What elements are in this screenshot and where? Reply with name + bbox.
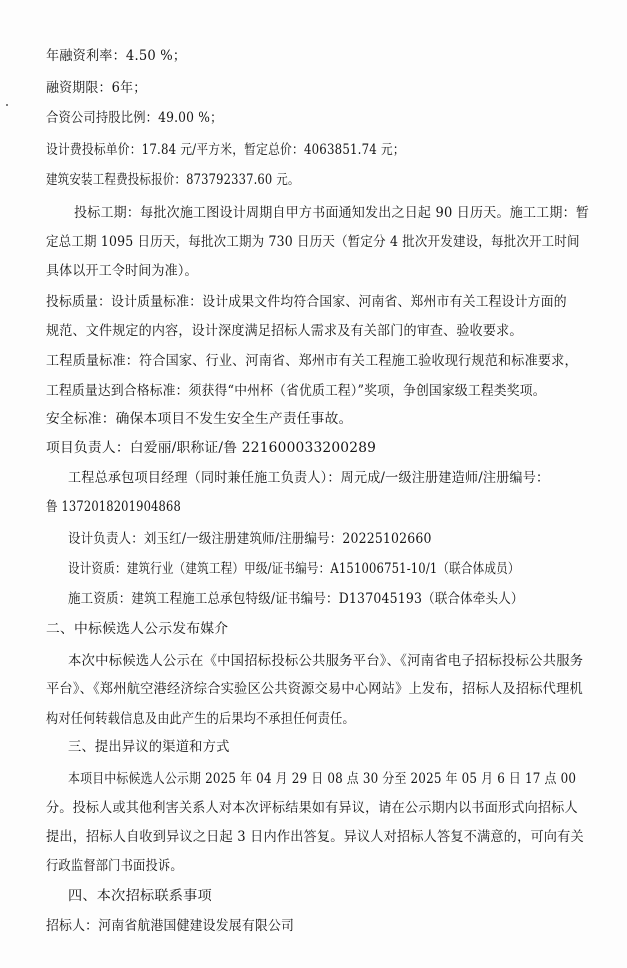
section-heading-2: 二、中标候选人公示发布媒介 [46, 621, 229, 637]
section-heading-4: 四、本次招标联系事项 [68, 888, 212, 904]
line-media-2: 平台》、《郑州航空港经济综合实验区公共资源交易中心网站》上发布，招标人及招标代理机 [46, 681, 583, 697]
line-objection-1: 本项目中标候选人公示期 2025 年 04 月 29 日 08 点 30 分至 2025 年 05 月 6 日 17 点 00 [68, 771, 577, 787]
line-financing-term: 融资期限：6年； [46, 80, 147, 96]
line-tenderer: 招标人：河南省航港国健建设发展有限公司 [46, 918, 295, 934]
line-construction-fee: 建筑安装工程费投标报价：873792337.60 元。 [46, 172, 300, 188]
line-financing-rate: 年融资利率：4.50 %； [46, 48, 187, 64]
line-quality-1: 投标质量：设计质量标准：设计成果文件均符合国家、河南省、郑州市有关工程设计方面的 [46, 294, 567, 310]
line-period-3: 具体以开工令时间为准）。 [46, 263, 198, 279]
line-period-2: 定总工期 1095 日历天，每批次工期为 730 日历天（暂定分 4 批次开发建设，每批次开工时间 [46, 234, 580, 250]
line-shareholding-ratio: 合资公司持股比例：49.00 %； [46, 110, 223, 126]
line-safety-standard: 安全标准：确保本项目不发生安全生产责任事故。 [46, 411, 353, 427]
line-epc-manager-2: 鲁 1372018201904868 [46, 499, 181, 515]
scan-speck [6, 104, 8, 106]
line-objection-2: 分。投标人或其他利害关系人对本次评标结果如有异议，请在公示期内以书面形式向招标人 [46, 800, 578, 816]
line-construction-qualification: 施工资质：建筑工程施工总承包特级/证书编号：D137045193（联合体牵头人） [68, 591, 524, 607]
line-quality-2: 规范、文件规定的内容，设计深度满足招标人需求及有关部门的审查、验收要求。 [46, 323, 523, 339]
line-design-qualification: 设计资质：建筑行业（建筑工程）甲级/证书编号：A151006751-10/1（联合体成员） [68, 561, 520, 577]
line-media-1: 本次中标候选人公示在《中国招标投标公共服务平台》、《河南省电子招标投标公共服务 [68, 653, 584, 669]
line-eng-quality-1: 工程质量标准：符合国家、行业、河南省、郑州市有关工程施工验收现行规范和标准要求， [46, 353, 578, 369]
line-eng-quality-2: 工程质量达到合格标准：须获得“中州杯（省优质工程）”奖项，争创国家级工程类奖项。 [46, 383, 546, 399]
section-heading-3: 三、提出异议的渠道和方式 [68, 739, 230, 755]
line-objection-3: 提出，招标人自收到异议之日起 3 日内作出答复。异议人对招标人答复不满意的，可向有关 [46, 829, 584, 845]
line-design-fee: 设计费投标单价：17.84 元/平方米，暂定总价：4063851.74 元； [46, 142, 405, 158]
line-epc-manager-1: 工程总承包项目经理（同时兼任施工负责人）：周元成/一级注册建造师/注册编号： [68, 470, 550, 486]
line-design-leader: 设计负责人：刘玉红/一级注册建筑师/注册编号：20225102660 [68, 531, 432, 547]
line-project-leader: 项目负责人：白爱丽/职称证/鲁 221600033200289 [46, 440, 377, 456]
line-objection-4: 行政监督部门书面投诉。 [46, 858, 183, 874]
line-period-1: 投标工期：每批次施工图设计周期自甲方书面通知发出之日起 90 日历天。施工工期：暂 [74, 205, 590, 221]
line-media-3: 构对任何转载信息及由此产生的后果均不承担任何责任。 [46, 711, 355, 727]
